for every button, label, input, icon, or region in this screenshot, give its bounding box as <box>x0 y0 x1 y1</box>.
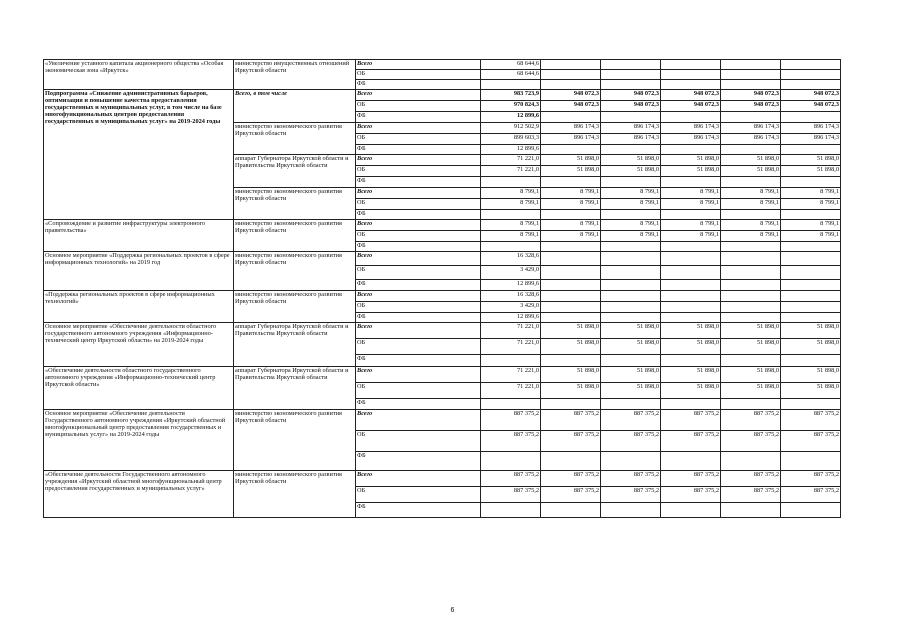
amount-cell <box>661 60 721 70</box>
activity-name: Основное мероприятие «Обеспечение деятельности Государственного автономного учреждения «Иркутский областной многофункциональный центр предоставления государственных и муниципальных услуг» на 2019-2024 годы <box>44 410 234 471</box>
amount-cell: 887 375,2 <box>541 410 601 431</box>
amount-cell <box>661 280 721 291</box>
amount-cell: 8 799,1 <box>661 220 721 231</box>
table-row <box>44 220 841 231</box>
executor: министерство имущественных отношений Иркутской области <box>234 60 356 90</box>
amount-cell: 51 898,0 <box>601 367 661 383</box>
activity-name: «Сопровождение и развитие инфраструктуры электронного правительства» <box>44 220 234 252</box>
amount-cell <box>601 302 661 313</box>
amount-cell: 887 375,2 <box>601 431 661 452</box>
amount-cell <box>781 452 841 471</box>
amount-cell: 948 072,3 <box>661 90 721 101</box>
amount-cell <box>541 503 601 518</box>
table-row <box>44 367 841 383</box>
amount-cell <box>661 252 721 266</box>
funding-source: ОБ <box>356 383 481 399</box>
amount-cell <box>601 280 661 291</box>
amount-cell <box>601 80 661 90</box>
amount-cell <box>541 280 601 291</box>
amount-cell <box>541 60 601 70</box>
funding-source: ФБ <box>356 503 481 518</box>
amount-cell: 51 898,0 <box>661 339 721 355</box>
amount-cell <box>781 503 841 518</box>
amount-cell: 3 429,0 <box>481 302 541 313</box>
executor: министерство экономического развития Иркутской области <box>234 410 356 471</box>
amount-cell: 51 898,0 <box>541 339 601 355</box>
amount-cell <box>781 60 841 70</box>
amount-cell: 51 898,0 <box>781 323 841 339</box>
amount-cell <box>781 242 841 252</box>
amount-cell <box>781 291 841 302</box>
amount-cell: 948 072,3 <box>781 90 841 101</box>
amount-cell <box>601 355 661 367</box>
amount-cell: 887 375,2 <box>661 471 721 487</box>
amount-cell <box>661 210 721 220</box>
amount-cell: 887 375,2 <box>541 487 601 503</box>
amount-cell <box>781 302 841 313</box>
amount-cell <box>481 80 541 90</box>
amount-cell: 51 898,0 <box>601 166 661 177</box>
executor: аппарат Губернатора Иркутской области и Правительства Иркутской области <box>234 367 356 410</box>
funding-source: ФБ <box>356 210 481 220</box>
amount-cell: 8 799,1 <box>721 199 781 210</box>
funding-source: Всего <box>356 123 481 134</box>
amount-cell <box>661 452 721 471</box>
funding-source: ОБ <box>356 231 481 242</box>
amount-cell: 8 799,1 <box>601 188 661 199</box>
amount-cell: 948 072,3 <box>661 101 721 112</box>
amount-cell <box>541 145 601 155</box>
amount-cell <box>601 291 661 302</box>
funding-source: ОБ <box>356 266 481 280</box>
amount-cell <box>721 112 781 123</box>
amount-cell: 8 799,1 <box>661 188 721 199</box>
amount-cell: 896 174,3 <box>541 123 601 134</box>
amount-cell <box>661 112 721 123</box>
amount-cell: 8 799,1 <box>481 220 541 231</box>
funding-source: Всего <box>356 291 481 302</box>
executor: министерство экономического развития Иркутской области <box>234 188 356 220</box>
amount-cell <box>601 313 661 323</box>
amount-cell <box>541 266 601 280</box>
amount-cell: 51 898,0 <box>541 383 601 399</box>
amount-cell: 887 375,2 <box>781 471 841 487</box>
amount-cell <box>541 70 601 80</box>
funding-source: Всего <box>356 90 481 101</box>
amount-cell <box>781 252 841 266</box>
amount-cell: 71 221,0 <box>481 367 541 383</box>
funding-source: ОБ <box>356 101 481 112</box>
amount-cell: 68 644,6 <box>481 70 541 80</box>
table-row <box>44 90 841 101</box>
amount-cell <box>721 291 781 302</box>
amount-cell <box>721 242 781 252</box>
amount-cell: 887 375,2 <box>721 431 781 452</box>
amount-cell: 8 799,1 <box>721 188 781 199</box>
amount-cell <box>721 452 781 471</box>
funding-source: ОБ <box>356 431 481 452</box>
amount-cell <box>721 399 781 410</box>
funding-source: ФБ <box>356 355 481 367</box>
amount-cell <box>481 177 541 188</box>
amount-cell: 8 799,1 <box>541 220 601 231</box>
amount-cell: 51 898,0 <box>721 323 781 339</box>
funding-source: Всего <box>356 323 481 339</box>
amount-cell: 896 174,3 <box>601 123 661 134</box>
amount-cell <box>481 242 541 252</box>
amount-cell: 51 898,0 <box>781 367 841 383</box>
activity-name: Основное мероприятие «Обеспечение деятельности областного государственного автономного учреждения «Информационно-технический центр Иркутской области» на 2019-2024 годы <box>44 323 234 367</box>
funding-source: ФБ <box>356 112 481 123</box>
amount-cell: 948 072,3 <box>721 101 781 112</box>
amount-cell <box>721 280 781 291</box>
amount-cell <box>781 70 841 80</box>
amount-cell: 16 328,6 <box>481 252 541 266</box>
amount-cell: 948 072,3 <box>541 90 601 101</box>
amount-cell: 51 898,0 <box>661 367 721 383</box>
amount-cell <box>781 355 841 367</box>
funding-source: ОБ <box>356 199 481 210</box>
activity-name: «Увеличение уставного капитала акционерного общества «Особая экономическая зона «Иркутск» <box>44 60 234 90</box>
amount-cell: 8 799,1 <box>541 188 601 199</box>
amount-cell: 8 799,1 <box>661 199 721 210</box>
amount-cell <box>601 210 661 220</box>
executor: министерство экономического развития Иркутской области <box>234 471 356 518</box>
amount-cell <box>541 313 601 323</box>
funding-source: ОБ <box>356 166 481 177</box>
amount-cell: 8 799,1 <box>781 231 841 242</box>
amount-cell: 896 174,3 <box>661 134 721 145</box>
amount-cell: 51 898,0 <box>661 323 721 339</box>
amount-cell: 51 898,0 <box>721 155 781 166</box>
amount-cell <box>781 145 841 155</box>
amount-cell <box>541 302 601 313</box>
activity-name: «Поддержка региональных проектов в сфере информационных технологий» <box>44 291 234 323</box>
amount-cell: 887 375,2 <box>781 431 841 452</box>
amount-cell: 887 375,2 <box>721 471 781 487</box>
amount-cell <box>541 452 601 471</box>
amount-cell <box>781 177 841 188</box>
executor: министерство экономического развития Иркутской области <box>234 252 356 291</box>
amount-cell: 8 799,1 <box>541 199 601 210</box>
amount-cell <box>781 80 841 90</box>
amount-cell <box>721 355 781 367</box>
amount-cell: 948 072,3 <box>601 90 661 101</box>
funding-source: ОБ <box>356 302 481 313</box>
amount-cell: 887 375,2 <box>601 410 661 431</box>
amount-cell <box>661 145 721 155</box>
funding-source: ФБ <box>356 313 481 323</box>
amount-cell <box>481 452 541 471</box>
amount-cell: 983 723,9 <box>481 90 541 101</box>
amount-cell: 887 375,2 <box>721 487 781 503</box>
amount-cell: 71 221,0 <box>481 166 541 177</box>
funding-source: ОБ <box>356 339 481 355</box>
amount-cell: 71 221,0 <box>481 155 541 166</box>
amount-cell: 887 375,2 <box>481 410 541 431</box>
funding-source: Всего <box>356 367 481 383</box>
funding-source: ФБ <box>356 452 481 471</box>
amount-cell <box>781 112 841 123</box>
amount-cell <box>721 266 781 280</box>
funding-source: Всего <box>356 60 481 70</box>
amount-cell: 71 221,0 <box>481 339 541 355</box>
table-row <box>44 252 841 266</box>
amount-cell <box>601 266 661 280</box>
amount-cell: 896 174,3 <box>661 123 721 134</box>
amount-cell <box>781 399 841 410</box>
amount-cell: 887 375,2 <box>481 487 541 503</box>
amount-cell <box>721 503 781 518</box>
amount-cell: 8 799,1 <box>721 231 781 242</box>
funding-source: ОБ <box>356 487 481 503</box>
amount-cell: 51 898,0 <box>781 155 841 166</box>
amount-cell: 51 898,0 <box>541 367 601 383</box>
amount-cell <box>721 80 781 90</box>
table-row <box>44 323 841 339</box>
amount-cell: 912 502,9 <box>481 123 541 134</box>
amount-cell: 896 174,3 <box>721 134 781 145</box>
amount-cell <box>781 210 841 220</box>
amount-cell: 51 898,0 <box>781 166 841 177</box>
activity-name: Основное мероприятие «Поддержка региональных проектов в сфере информационных технологий» на 2019 год <box>44 252 234 291</box>
amount-cell: 948 072,3 <box>781 101 841 112</box>
funding-source: Всего <box>356 471 481 487</box>
amount-cell <box>541 355 601 367</box>
amount-cell: 887 375,2 <box>481 431 541 452</box>
activity-name: «Обеспечение деятельности областного государственного автономного учреждения «Информационно-технический центр Иркутской области» <box>44 367 234 410</box>
amount-cell: 887 375,2 <box>601 471 661 487</box>
amount-cell: 51 898,0 <box>721 166 781 177</box>
amount-cell: 12 899,6 <box>481 280 541 291</box>
executor: министерство экономического развития Иркутской области <box>234 291 356 323</box>
amount-cell <box>781 280 841 291</box>
amount-cell <box>541 177 601 188</box>
funding-source: Всего <box>356 220 481 231</box>
funding-source: Всего <box>356 188 481 199</box>
amount-cell: 887 375,2 <box>601 487 661 503</box>
amount-cell <box>661 242 721 252</box>
amount-cell <box>601 399 661 410</box>
amount-cell: 887 375,2 <box>661 487 721 503</box>
amount-cell: 8 799,1 <box>481 231 541 242</box>
amount-cell <box>661 302 721 313</box>
amount-cell <box>601 112 661 123</box>
amount-cell <box>601 503 661 518</box>
amount-cell: 8 799,1 <box>541 231 601 242</box>
amount-cell <box>601 252 661 266</box>
amount-cell: 896 174,3 <box>781 123 841 134</box>
amount-cell: 12 899,6 <box>481 145 541 155</box>
amount-cell <box>601 70 661 80</box>
amount-cell: 51 898,0 <box>601 155 661 166</box>
amount-cell: 887 375,2 <box>481 471 541 487</box>
amount-cell: 12 899,6 <box>481 112 541 123</box>
amount-cell: 51 898,0 <box>541 155 601 166</box>
amount-cell: 68 644,6 <box>481 60 541 70</box>
amount-cell <box>781 266 841 280</box>
amount-cell <box>541 252 601 266</box>
amount-cell: 8 799,1 <box>781 188 841 199</box>
executor: министерство экономического развития Иркутской области <box>234 123 356 155</box>
amount-cell <box>541 291 601 302</box>
amount-cell <box>661 291 721 302</box>
amount-cell: 8 799,1 <box>601 220 661 231</box>
amount-cell: 887 375,2 <box>541 471 601 487</box>
amount-cell <box>541 399 601 410</box>
amount-cell <box>721 313 781 323</box>
amount-cell: 887 375,2 <box>541 431 601 452</box>
funding-source: ОБ <box>356 134 481 145</box>
page-number: 6 <box>450 607 455 614</box>
funding-source: ОБ <box>356 70 481 80</box>
table-row <box>44 471 841 487</box>
funding-source: ФБ <box>356 145 481 155</box>
amount-cell <box>661 266 721 280</box>
funding-source: ФБ <box>356 177 481 188</box>
amount-cell: 948 072,3 <box>541 101 601 112</box>
amount-cell <box>481 355 541 367</box>
amount-cell <box>601 452 661 471</box>
amount-cell: 51 898,0 <box>661 166 721 177</box>
amount-cell <box>781 313 841 323</box>
amount-cell: 896 174,3 <box>601 134 661 145</box>
amount-cell: 51 898,0 <box>781 383 841 399</box>
amount-cell: 887 375,2 <box>781 410 841 431</box>
amount-cell: 51 898,0 <box>721 367 781 383</box>
amount-cell: 896 174,3 <box>781 134 841 145</box>
amount-cell: 51 898,0 <box>661 155 721 166</box>
amount-cell: 51 898,0 <box>721 383 781 399</box>
amount-cell: 16 328,6 <box>481 291 541 302</box>
amount-cell <box>541 112 601 123</box>
funding-source: Всего <box>356 252 481 266</box>
amount-cell: 51 898,0 <box>601 323 661 339</box>
amount-cell <box>721 302 781 313</box>
table-row <box>44 291 841 302</box>
amount-cell: 8 799,1 <box>661 231 721 242</box>
amount-cell: 51 898,0 <box>601 383 661 399</box>
amount-cell: 887 375,2 <box>661 431 721 452</box>
amount-cell <box>601 145 661 155</box>
amount-cell: 8 799,1 <box>601 199 661 210</box>
table-row <box>44 410 841 431</box>
activity-name: Подпрограмма «Снижение административных барьеров, оптимизация и повышение качества предоставления государственных и муниципальных услуг, в том числе на базе многофункциональных центров предоставления государственных и муниципальных услуг» на 2019-2024 годы <box>44 90 234 220</box>
amount-cell <box>541 242 601 252</box>
amount-cell <box>721 70 781 80</box>
amount-cell: 51 898,0 <box>661 383 721 399</box>
amount-cell <box>601 177 661 188</box>
amount-cell: 51 898,0 <box>721 339 781 355</box>
amount-cell <box>601 242 661 252</box>
amount-cell <box>721 60 781 70</box>
amount-cell <box>661 399 721 410</box>
amount-cell <box>661 355 721 367</box>
amount-cell <box>481 210 541 220</box>
amount-cell: 948 072,3 <box>601 101 661 112</box>
amount-cell: 8 799,1 <box>781 199 841 210</box>
amount-cell <box>661 80 721 90</box>
amount-cell: 3 429,0 <box>481 266 541 280</box>
amount-cell <box>661 503 721 518</box>
activity-name: «Обеспечение деятельности Государственного автономного учреждения «Иркутский областной многофункциональный центр предоставления государственных и муниципальных услуг» <box>44 471 234 518</box>
amount-cell: 8 799,1 <box>481 199 541 210</box>
budget-table <box>43 59 841 518</box>
amount-cell: 51 898,0 <box>541 323 601 339</box>
executor: министерство экономического развития Иркутской области <box>234 220 356 252</box>
executor: Всего, в том числе <box>234 90 356 123</box>
amount-cell: 899 603,3 <box>481 134 541 145</box>
amount-cell <box>481 399 541 410</box>
amount-cell: 71 221,0 <box>481 383 541 399</box>
funding-source: ФБ <box>356 242 481 252</box>
amount-cell <box>721 252 781 266</box>
amount-cell: 8 799,1 <box>781 220 841 231</box>
amount-cell: 887 375,2 <box>781 487 841 503</box>
amount-cell: 887 375,2 <box>661 410 721 431</box>
amount-cell <box>601 60 661 70</box>
funding-source: ФБ <box>356 399 481 410</box>
executor: аппарат Губернатора Иркутской области и Правительства Иркутской области <box>234 155 356 188</box>
amount-cell <box>541 80 601 90</box>
amount-cell: 896 174,3 <box>541 134 601 145</box>
amount-cell: 896 174,3 <box>721 123 781 134</box>
funding-source: Всего <box>356 155 481 166</box>
amount-cell: 12 899,6 <box>481 313 541 323</box>
amount-cell <box>481 503 541 518</box>
amount-cell: 71 221,0 <box>481 323 541 339</box>
amount-cell: 970 824,3 <box>481 101 541 112</box>
funding-source: ФБ <box>356 80 481 90</box>
amount-cell <box>721 177 781 188</box>
amount-cell <box>721 145 781 155</box>
table-row <box>44 60 841 70</box>
amount-cell: 887 375,2 <box>721 410 781 431</box>
amount-cell: 8 799,1 <box>721 220 781 231</box>
amount-cell: 8 799,1 <box>481 188 541 199</box>
amount-cell: 51 898,0 <box>781 339 841 355</box>
amount-cell: 51 898,0 <box>541 166 601 177</box>
amount-cell <box>661 177 721 188</box>
amount-cell <box>721 210 781 220</box>
amount-cell: 8 799,1 <box>601 231 661 242</box>
amount-cell: 948 072,3 <box>721 90 781 101</box>
amount-cell <box>541 210 601 220</box>
amount-cell <box>661 313 721 323</box>
amount-cell <box>661 70 721 80</box>
executor: аппарат Губернатора Иркутской области и Правительства Иркутской области <box>234 323 356 367</box>
funding-source: ФБ <box>356 280 481 291</box>
funding-source: Всего <box>356 410 481 431</box>
amount-cell: 51 898,0 <box>601 339 661 355</box>
